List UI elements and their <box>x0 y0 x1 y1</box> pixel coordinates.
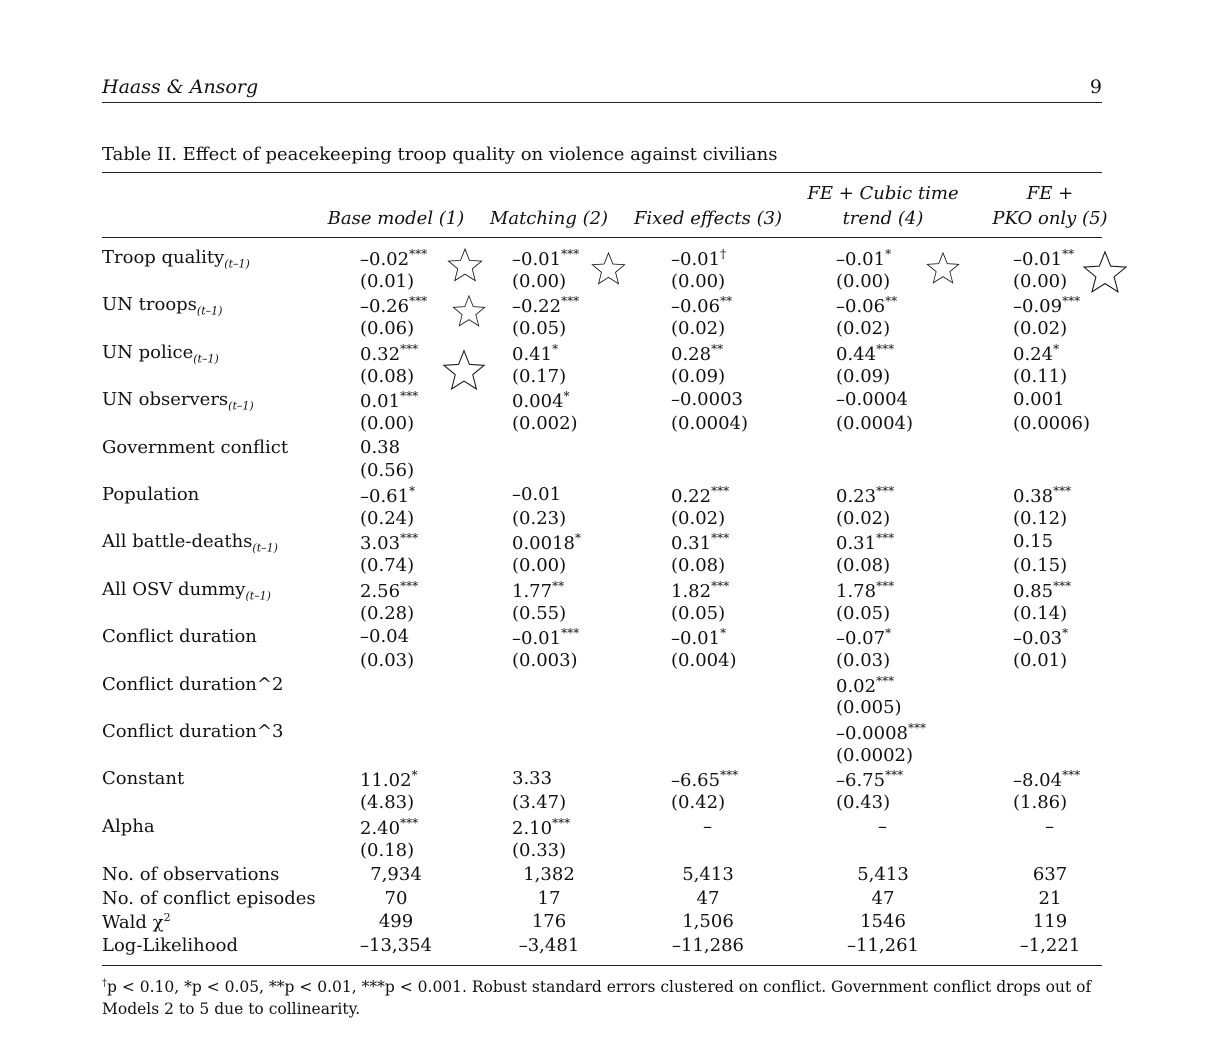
standard-error-cell: (0.00) <box>1013 270 1068 292</box>
coefficient-cell <box>671 247 726 270</box>
coefficient-cell <box>1013 484 1071 507</box>
coefficient-value: 0.38 <box>1013 486 1054 507</box>
stat-label <box>102 864 279 885</box>
standard-error-cell: (0.00) <box>836 270 891 292</box>
significance-marker: *** <box>876 341 895 356</box>
significance-marker: *** <box>907 721 926 735</box>
coefficient-value: –0.01 <box>671 628 721 650</box>
standard-error-cell: (0.01) <box>360 270 415 292</box>
footnote-dagger: † <box>102 978 107 989</box>
significance-marker: *** <box>876 578 895 593</box>
running-header <box>102 76 1102 103</box>
row-label <box>102 816 155 837</box>
significance-marker: * <box>1053 341 1060 356</box>
coefficient-cell <box>1013 531 1053 552</box>
stat-label <box>102 935 238 956</box>
significance-marker: *** <box>400 531 419 546</box>
coefficient-value: 0.38 <box>360 436 401 458</box>
standard-error-cell: (0.005) <box>836 697 902 719</box>
coefficient-value: 0.004 <box>512 391 564 413</box>
standard-error-cell: (0.00) <box>512 270 567 292</box>
row-label-text: Conflict duration <box>102 626 257 648</box>
row-label <box>102 484 199 505</box>
row-label <box>102 437 288 458</box>
coefficient-value: 3.03 <box>360 533 401 555</box>
row-label-text: All OSV dummy <box>102 578 246 600</box>
coefficient-value: – <box>703 815 712 837</box>
standard-error-cell: (0.24) <box>360 507 415 529</box>
table-bottom-rule <box>102 965 1102 966</box>
standard-error-cell: (0.003) <box>512 649 578 671</box>
footnote-text: p < 0.10, *p < 0.05, **p < 0.01, ***p < 0.001. Robust standard errors clustered on conflict. Government conflict drops out of Models 2 to 5 due to collinearity. <box>102 978 1092 1019</box>
coefficient-value: –0.07 <box>836 628 886 650</box>
significance-marker: ** <box>885 294 898 309</box>
standard-error-cell: (0.06) <box>360 318 415 340</box>
coefficient-value: –0.22 <box>512 296 562 318</box>
standard-error-cell: (0.15) <box>1013 555 1068 577</box>
standard-error-cell: (0.02) <box>836 318 891 340</box>
coefficient-value: 1.77 <box>512 580 553 602</box>
coefficient-value: 1.78 <box>836 580 877 602</box>
coefficient-cell <box>671 294 732 317</box>
row-label <box>102 626 257 647</box>
coefficient-value: 0.22 <box>671 486 712 507</box>
standard-error-cell: (0.12) <box>1013 507 1068 529</box>
standard-error-cell: (0.0006) <box>1013 412 1091 434</box>
coefficient-value: 0.44 <box>836 343 877 365</box>
coefficient-value: –0.06 <box>671 296 721 318</box>
coefficient-value: 0.31 <box>836 533 877 555</box>
coefficient-cell <box>360 247 427 270</box>
coefficient-cell <box>512 247 579 270</box>
standard-error-cell: (0.00) <box>360 412 415 434</box>
significance-marker: *** <box>1062 768 1081 783</box>
row-label-lag: (t–1) <box>196 304 223 318</box>
standard-error-cell: (0.08) <box>836 555 891 577</box>
row-label-text: UN troops <box>102 294 197 316</box>
significance-marker: *** <box>400 341 419 356</box>
stat-label-text: Log-Likelihood <box>102 935 238 957</box>
standard-error-cell: (0.00) <box>671 270 726 292</box>
coefficient-cell <box>360 579 418 602</box>
standard-error-cell: (0.0004) <box>671 412 749 434</box>
significance-marker: *** <box>885 768 904 783</box>
coefficient-value: – <box>1045 815 1054 837</box>
standard-error-cell: (0.18) <box>360 839 415 861</box>
stat-label <box>102 911 171 933</box>
significance-marker: *** <box>400 815 419 830</box>
significance-marker: *** <box>1053 484 1072 498</box>
standard-error-cell: (0.004) <box>671 649 737 671</box>
coefficient-value: –0.01 <box>512 628 562 650</box>
significance-marker: ** <box>1062 247 1075 261</box>
coefficient-value: –0.04 <box>360 626 410 648</box>
coefficient-cell <box>512 816 570 839</box>
coefficient-value: 2.10 <box>512 817 553 839</box>
row-label <box>102 247 250 271</box>
coefficient-cell <box>360 768 418 791</box>
coefficient-value: –0.01 <box>836 249 886 270</box>
row-label-text: Troop quality <box>102 247 225 268</box>
column-header-line2: Fixed effects (3) <box>633 208 783 229</box>
standard-error-cell: (0.002) <box>512 412 578 434</box>
significance-marker: *** <box>876 673 895 688</box>
column-header-2 <box>479 181 619 231</box>
row-label <box>102 579 271 603</box>
table-top-rule <box>102 172 1102 173</box>
standard-error-cell: (1.86) <box>1013 792 1068 814</box>
row-label-text: Government conflict <box>102 436 289 458</box>
coefficient-value: –0.01 <box>671 249 721 270</box>
stat-value: –11,261 <box>847 935 919 957</box>
table-header-rule <box>102 237 1102 238</box>
significance-marker: † <box>720 247 727 261</box>
standard-error-cell: (0.09) <box>671 365 726 387</box>
standard-error-cell: (0.74) <box>360 555 415 577</box>
coefficient-cell <box>671 579 729 602</box>
star-troop-quality-5-icon <box>1081 248 1129 296</box>
stat-label-text: Wald χ <box>102 912 164 934</box>
coefficient-cell <box>1013 247 1074 270</box>
coefficient-cell <box>671 768 738 791</box>
coefficient-value: 3.33 <box>512 768 553 790</box>
significance-marker: * <box>409 484 416 498</box>
coefficient-cell <box>836 721 926 744</box>
standard-error-cell: (0.43) <box>836 792 891 814</box>
standard-error-cell: (0.42) <box>671 792 726 814</box>
coefficient-value: –0.0004 <box>836 389 908 411</box>
significance-marker: * <box>720 626 727 641</box>
stat-label <box>102 888 316 909</box>
coefficient-cell <box>836 389 908 410</box>
coefficient-value: –0.09 <box>1013 296 1063 318</box>
stat-value: 5,413 <box>682 864 734 885</box>
coefficient-value: 0.31 <box>671 533 712 555</box>
significance-marker: *** <box>400 578 419 593</box>
coefficient-cell <box>836 294 897 317</box>
stat-value: 176 <box>531 911 567 933</box>
coefficient-cell <box>360 816 418 839</box>
stat-value: 47 <box>871 887 895 909</box>
column-header-line2: trend (4) <box>842 208 924 229</box>
coefficient-cell <box>512 768 552 789</box>
coefficient-cell <box>671 626 726 649</box>
coefficient-cell <box>512 484 561 505</box>
coefficient-value: –6.75 <box>836 770 886 792</box>
column-header-1 <box>326 181 466 231</box>
table-caption: Table II. Effect of peacekeeping troop quality on violence against civilians <box>102 144 778 165</box>
coefficient-cell <box>1013 389 1065 410</box>
coefficient-value: 0.02 <box>836 675 877 697</box>
star-troop-quality-4-icon <box>925 250 961 286</box>
standard-error-cell: (0.28) <box>360 602 415 624</box>
coefficient-value: –0.0003 <box>671 389 743 411</box>
row-label <box>102 389 254 413</box>
column-header-line2: Matching (2) <box>489 208 609 229</box>
coefficient-cell <box>703 816 712 837</box>
coefficient-value: –0.01 <box>512 249 562 270</box>
significance-marker: *** <box>711 578 730 593</box>
coefficient-value: 0.28 <box>671 343 712 365</box>
coefficient-cell <box>836 768 903 791</box>
coefficient-cell <box>1045 816 1054 837</box>
star-troop-quality-1-icon <box>446 246 484 284</box>
standard-error-cell: (0.00) <box>512 555 567 577</box>
coefficient-cell <box>836 626 891 649</box>
column-header-line1: FE + <box>1026 183 1074 204</box>
coefficient-cell <box>671 342 723 365</box>
significance-marker: *** <box>1053 578 1072 593</box>
coefficient-cell <box>1013 579 1071 602</box>
standard-error-cell: (4.83) <box>360 792 415 814</box>
significance-marker: * <box>885 247 892 261</box>
running-header-authors: Haass & Ansorg <box>102 76 259 98</box>
significance-marker: *** <box>561 294 580 309</box>
stat-value: 1,382 <box>523 864 575 885</box>
page-number: 9 <box>1089 76 1102 98</box>
row-label-lag: (t–1) <box>224 257 250 271</box>
significance-marker: *** <box>876 484 895 498</box>
stat-value: 70 <box>384 887 408 909</box>
coefficient-value: –8.04 <box>1013 770 1063 792</box>
significance-marker: ** <box>720 294 733 309</box>
coefficient-value: 0.23 <box>836 486 877 507</box>
significance-marker: *** <box>876 531 895 546</box>
standard-error-cell: (0.14) <box>1013 602 1068 624</box>
significance-marker: * <box>885 626 892 641</box>
column-header-line1: FE + Cubic time <box>807 183 959 204</box>
coefficient-value: –0.06 <box>836 296 886 318</box>
coefficient-cell <box>1013 342 1059 365</box>
row-label-text: Alpha <box>102 815 155 837</box>
coefficient-cell <box>360 389 418 412</box>
standard-error-cell: (0.0004) <box>836 412 914 434</box>
standard-error-cell: (0.05) <box>671 602 726 624</box>
coefficient-value: 0.0018 <box>512 533 575 555</box>
row-label-text: Conflict duration^3 <box>102 721 284 742</box>
coefficient-value: 1.82 <box>671 580 712 602</box>
coefficient-cell <box>360 342 418 365</box>
coefficient-cell <box>836 247 891 270</box>
significance-marker: *** <box>561 247 580 261</box>
coefficient-value: 11.02 <box>360 770 412 792</box>
coefficient-cell <box>836 342 894 365</box>
stat-value: 5,413 <box>857 864 909 885</box>
coefficient-value: 2.40 <box>360 817 401 839</box>
row-label <box>102 768 184 789</box>
row-label-lag: (t–1) <box>252 541 278 555</box>
coefficient-cell <box>512 294 579 317</box>
coefficient-value: 0.15 <box>1013 531 1054 553</box>
column-header-4 <box>793 181 973 231</box>
standard-error-cell: (0.05) <box>512 318 567 340</box>
coefficient-cell <box>671 389 743 410</box>
coefficient-value: 0.41 <box>512 343 553 365</box>
stat-value: 17 <box>537 887 561 909</box>
stat-label-superscript: 2 <box>163 911 171 925</box>
significance-marker: ** <box>552 578 565 593</box>
coefficient-cell <box>360 626 409 647</box>
coefficient-value: –0.0008 <box>836 723 908 744</box>
table-footnote <box>102 973 1104 1020</box>
stat-label-text: No. of conflict episodes <box>102 887 316 909</box>
coefficient-value: –6.65 <box>671 770 721 792</box>
stat-value: 637 <box>1032 864 1068 885</box>
coefficient-cell <box>360 531 418 554</box>
significance-marker: ** <box>711 341 724 356</box>
coefficient-cell <box>512 342 558 365</box>
coefficient-cell <box>836 674 894 697</box>
coefficient-value: 0.24 <box>1013 343 1054 365</box>
standard-error-cell: (0.0002) <box>836 744 914 766</box>
row-label-text: Conflict duration^2 <box>102 673 284 695</box>
significance-marker: *** <box>400 389 419 404</box>
significance-marker: * <box>552 341 559 356</box>
standard-error-cell: (0.01) <box>1013 649 1068 671</box>
column-header-line1 <box>479 181 619 206</box>
stat-label-text: No. of observations <box>102 864 280 885</box>
coefficient-value: – <box>878 815 887 837</box>
coefficient-cell <box>360 484 415 507</box>
significance-marker: *** <box>409 247 428 261</box>
coefficient-cell <box>360 437 400 458</box>
row-label <box>102 674 283 695</box>
significance-marker: * <box>563 389 570 404</box>
significance-marker: *** <box>720 768 739 783</box>
standard-error-cell: (0.02) <box>671 318 726 340</box>
coefficient-value: –0.26 <box>360 296 410 318</box>
coefficient-cell <box>836 579 894 602</box>
coefficient-cell <box>1013 294 1080 317</box>
row-label-lag: (t–1) <box>193 352 219 366</box>
coefficient-cell <box>360 294 427 317</box>
star-un-troops-1-icon <box>451 293 487 329</box>
row-label-text: Constant <box>102 768 185 790</box>
standard-error-cell: (0.02) <box>836 507 891 529</box>
coefficient-value: 2.56 <box>360 580 401 602</box>
coefficient-value: –0.61 <box>360 486 410 507</box>
coefficient-value: –0.01 <box>512 484 562 505</box>
standard-error-cell: (0.02) <box>671 507 726 529</box>
significance-marker: * <box>1062 626 1069 641</box>
coefficient-cell <box>512 579 564 602</box>
standard-error-cell: (0.02) <box>1013 318 1068 340</box>
stat-value: –1,221 <box>1019 935 1081 957</box>
row-label-text: Population <box>102 484 200 505</box>
standard-error-cell: (0.03) <box>836 649 891 671</box>
coefficient-value: 0.32 <box>360 343 401 365</box>
coefficient-cell <box>671 484 729 507</box>
stat-value: –11,286 <box>672 935 744 957</box>
row-label-text: UN observers <box>102 389 229 411</box>
coefficient-cell <box>836 484 894 507</box>
standard-error-cell: (0.09) <box>836 365 891 387</box>
standard-error-cell: (0.08) <box>360 365 415 387</box>
standard-error-cell: (0.03) <box>360 649 415 671</box>
row-label <box>102 342 219 366</box>
significance-marker: *** <box>552 815 571 830</box>
coefficient-value: 0.01 <box>360 391 401 413</box>
coefficient-value: 0.001 <box>1013 389 1065 411</box>
coefficient-value: –0.02 <box>360 249 410 270</box>
row-label <box>102 294 222 318</box>
stat-value: –3,481 <box>518 935 580 957</box>
standard-error-cell: (0.05) <box>836 602 891 624</box>
coefficient-cell <box>836 531 894 554</box>
coefficient-cell <box>878 816 887 837</box>
significance-marker: *** <box>561 626 580 641</box>
significance-marker: * <box>411 768 418 783</box>
standard-error-cell: (0.08) <box>671 555 726 577</box>
coefficient-cell <box>671 531 729 554</box>
row-label <box>102 531 278 555</box>
stat-value: 21 <box>1038 887 1062 909</box>
significance-marker: * <box>574 531 581 546</box>
column-header-line1 <box>326 181 466 206</box>
coefficient-cell <box>512 389 570 412</box>
row-label-text: UN police <box>102 341 194 363</box>
standard-error-cell: (0.17) <box>512 365 567 387</box>
standard-error-cell: (0.56) <box>360 460 415 482</box>
standard-error-cell: (0.23) <box>512 507 567 529</box>
stat-value: 1,506 <box>682 911 734 933</box>
coefficient-value: 0.85 <box>1013 580 1054 602</box>
column-header-line1 <box>628 181 788 206</box>
significance-marker: *** <box>409 294 428 309</box>
stat-value: 1546 <box>860 911 906 933</box>
significance-marker: *** <box>711 531 730 546</box>
coefficient-value: –0.03 <box>1013 628 1063 650</box>
stat-value: –13,354 <box>360 935 432 957</box>
star-un-police-1-icon <box>441 347 487 393</box>
stat-value: 47 <box>696 887 720 909</box>
significance-marker: *** <box>1062 294 1081 309</box>
coefficient-cell <box>1013 768 1080 791</box>
coefficient-cell <box>512 531 581 554</box>
standard-error-cell: (0.55) <box>512 602 567 624</box>
standard-error-cell: (3.47) <box>512 792 567 814</box>
row-label-lag: (t–1) <box>228 399 254 413</box>
row-label <box>102 721 283 742</box>
standard-error-cell: (0.11) <box>1013 365 1068 387</box>
standard-error-cell: (0.33) <box>512 839 567 861</box>
star-troop-quality-2-icon <box>590 250 627 287</box>
column-header-line2: Base model (1) <box>327 208 465 229</box>
significance-marker: *** <box>711 484 730 498</box>
column-header-line2: PKO only (5) <box>992 208 1108 229</box>
stat-value: 7,934 <box>370 864 422 885</box>
column-header-5 <box>985 181 1115 231</box>
column-header-3 <box>628 181 788 231</box>
row-label-lag: (t–1) <box>245 589 271 603</box>
stat-value: 499 <box>378 911 414 933</box>
coefficient-cell <box>1013 626 1068 649</box>
row-label-text: All battle-deaths <box>102 531 253 553</box>
coefficient-value: –0.01 <box>1013 249 1063 270</box>
stat-value: 119 <box>1032 911 1068 933</box>
coefficient-cell <box>512 626 579 649</box>
